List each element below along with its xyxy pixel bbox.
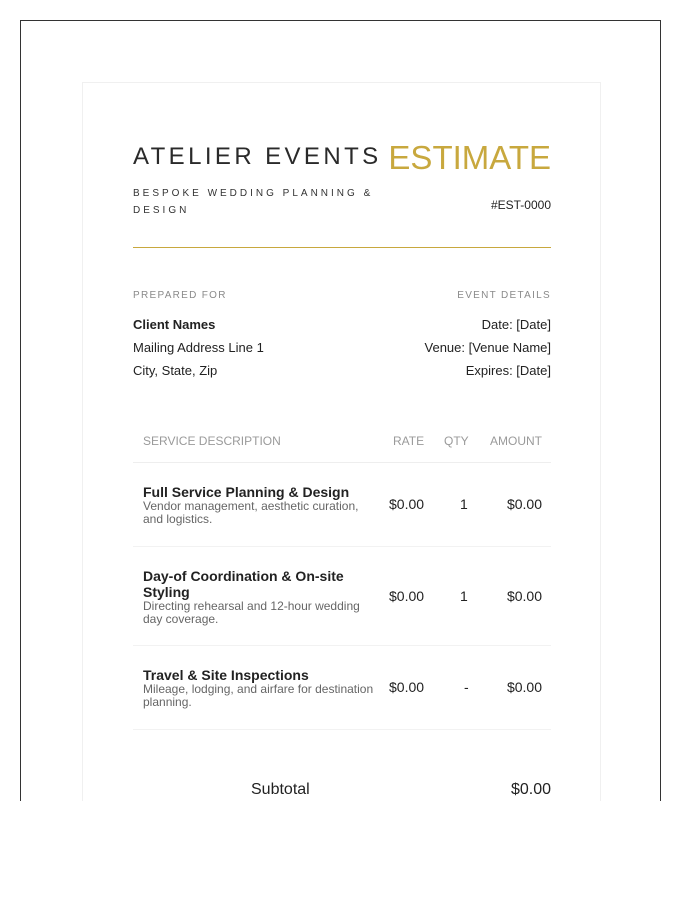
table-row	[133, 547, 551, 646]
service-qty: 1	[460, 588, 468, 604]
event-date: Date: [Date]	[481, 317, 551, 332]
prepared-for-block	[133, 290, 264, 382]
client-address-line-1: Mailing Address Line 1	[133, 340, 264, 355]
estimate-expires: Expires: [Date]	[465, 363, 551, 378]
client-address-line-2: City, State, Zip	[133, 363, 218, 378]
service-amount: $0.00	[506, 588, 542, 604]
table-header	[133, 423, 551, 463]
event-venue: Venue: [Venue Name]	[424, 340, 551, 355]
client-name: Client Names	[133, 317, 216, 332]
services-table	[133, 423, 551, 730]
page-frame	[20, 20, 661, 801]
header-service-description: SERVICE DESCRIPTION	[143, 434, 281, 448]
table-row	[133, 646, 551, 730]
event-details-block	[425, 290, 551, 382]
service-qty: -	[464, 679, 469, 695]
service-rate: $0.00	[389, 588, 425, 604]
service-description	[143, 484, 378, 526]
subtotal-label: Subtotal	[251, 781, 310, 798]
brand-name: ATELIER EVENTS	[133, 143, 382, 170]
table-row	[133, 463, 551, 547]
header-rate: RATE	[393, 434, 425, 448]
service-note: Vendor management, aesthetic curation, and logistics.	[143, 499, 359, 526]
prepared-for-label: PREPARED FOR	[133, 290, 227, 301]
service-note: Mileage, lodging, and airfare for destination planning.	[143, 682, 374, 709]
estimate-sheet	[82, 82, 601, 801]
brand-tagline: BESPOKE WEDDING PLANNING & DESIGN	[133, 188, 374, 216]
subtotal-value: $0.00	[510, 781, 551, 798]
service-title: Full Service Planning & Design	[143, 484, 350, 500]
service-amount: $0.00	[506, 679, 542, 695]
event-details-label: EVENT DETAILS	[457, 290, 551, 301]
service-rate: $0.00	[389, 679, 425, 695]
service-amount: $0.00	[506, 496, 542, 512]
service-qty: 1	[460, 496, 468, 512]
header-qty: QTY	[444, 434, 469, 448]
subtotal-row	[133, 781, 551, 801]
header-divider	[133, 247, 551, 248]
service-title: Travel & Site Inspections	[143, 667, 309, 683]
service-description	[143, 568, 378, 626]
service-description	[143, 667, 378, 709]
service-rate: $0.00	[389, 496, 425, 512]
estimate-number: #EST-0000	[490, 198, 551, 212]
header-amount: AMOUNT	[490, 434, 542, 448]
service-title: Day-of Coordination & On-site Styling	[143, 568, 344, 600]
service-note: Directing rehearsal and 12-hour wedding day coverage.	[143, 599, 360, 626]
document-title: ESTIMATE	[388, 139, 551, 176]
